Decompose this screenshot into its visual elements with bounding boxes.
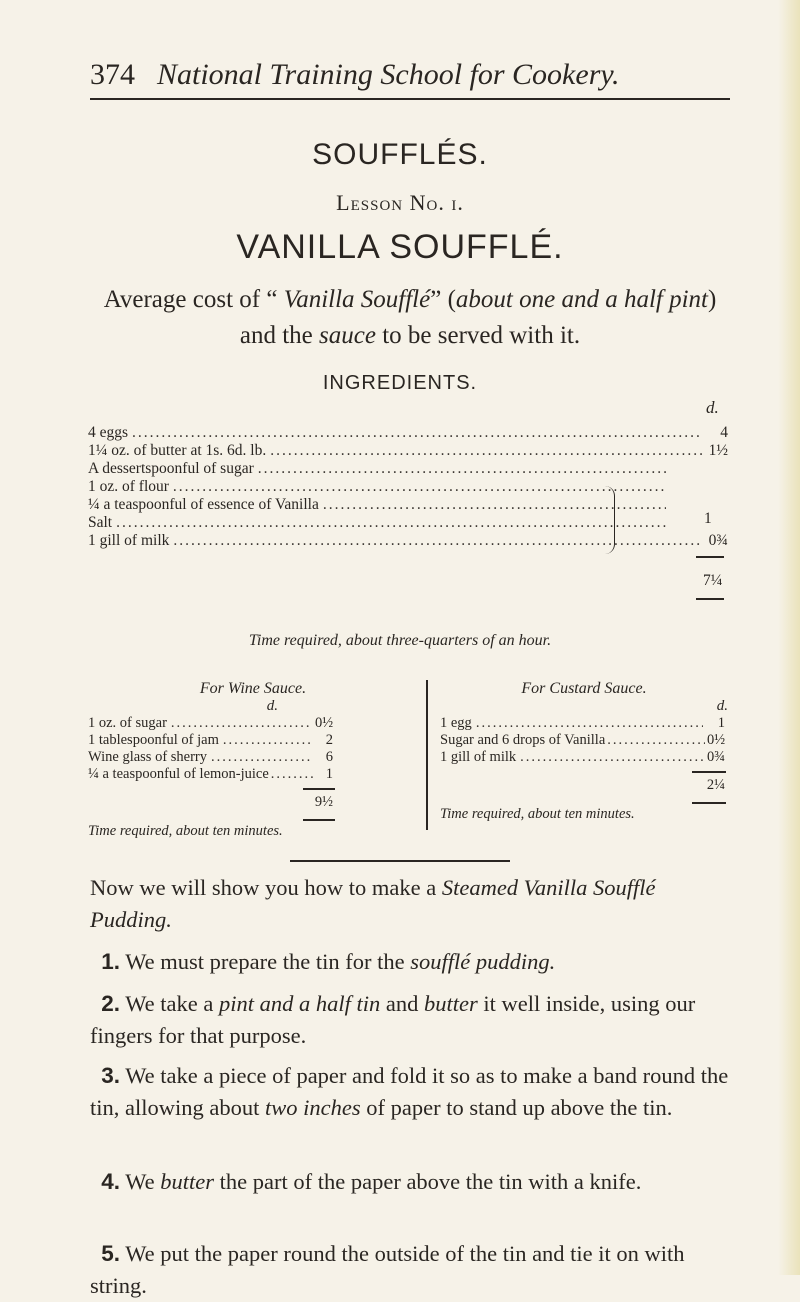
wine-sauce-heading: For Wine Sauce. [199,680,307,697]
custard-sauce-total-block [440,766,725,806]
step-1 [90,946,730,978]
step-text: We take a [125,991,219,1016]
custard-sauce-time: Time required, about ten minutes. [440,806,635,822]
body-intro [90,872,730,936]
custard-sauce-column [440,680,728,823]
ingredient-name: 1 gill of milk [88,532,170,549]
ingredient-row [88,478,728,496]
leader-dots [223,732,311,749]
intro-italic-sauce: sauce [319,322,376,349]
ingredient-row [440,749,725,766]
step-italic: two inches [264,1095,361,1120]
total-rule [692,771,726,773]
column-divider [426,680,428,830]
step-text: We must prepare the tin for the [125,949,411,974]
ingredient-price: 1 [717,715,725,731]
step-number: 3. [101,1063,121,1088]
ingredient-row [88,496,728,514]
step-text: We [125,1169,161,1194]
ingredient-name: 1 gill of milk [440,749,517,765]
total-rule [303,819,335,821]
time-required: Time required, about three-quarters of an hour. [248,632,552,649]
pence-column-header: d. [716,698,728,714]
leader-dots [173,478,666,496]
leader-dots [211,749,311,766]
step-italic: soufflé pudding. [410,949,556,974]
ingredient-price: 4 [720,424,728,441]
intro-italic-quantity: about one and a half pint [455,286,708,313]
grouped-price: 1 [704,510,712,527]
ingredient-price: 1 [325,766,333,782]
intro-text: ” ( [430,286,456,313]
ingredient-price: 1½ [708,442,728,459]
wine-sauce-list [88,715,333,783]
wine-sauce-column [88,680,418,840]
intro-text: Average cost of “ [103,286,284,313]
grouping-brace [604,486,615,554]
intro-italic-recipe: Vanilla Soufflé [283,286,431,313]
leader-dots [520,749,703,766]
step-number: 5. [101,1241,121,1266]
total-rule [696,598,724,600]
step-italic: pint and a half tin [219,991,381,1016]
leader-dots [270,442,702,460]
ingredient-price: 2 [325,732,333,748]
ingredient-row [88,749,333,766]
step-text: the part of the paper above the tin with a knife. [214,1169,642,1194]
ingredient-row [88,442,728,460]
pence-column-header: d. [266,698,278,714]
step-4 [90,1166,730,1198]
step-text: it well inside, using our fingers for that purpose. [90,991,696,1048]
body-italic: Steamed Vanilla Soufflé Pudding. [90,875,656,932]
section-divider [290,860,510,862]
ingredient-name: 1 tablespoonful of jam [88,732,219,748]
step-number: 4. [101,1169,121,1194]
ingredient-name: 1 egg [440,715,472,731]
ingredient-price: 6 [325,749,333,765]
ingredient-name: ¼ a teaspoonful of lemon-juice [88,766,269,782]
step-5 [90,1238,730,1302]
ingredient-row [88,424,728,442]
leader-dots [173,532,702,550]
cost-intro [90,282,730,354]
ingredient-price: 0½ [315,715,334,731]
custard-sauce-total: 2¼ [706,777,725,793]
custard-sauce-list [440,715,725,766]
ingredient-row [440,715,725,732]
ingredient-name: 1 oz. of flour [88,478,169,495]
custard-sauce-heading: For Custard Sauce. [521,680,647,697]
step-text: We put the paper round the outside of the tin and tie it on with string. [90,1241,685,1298]
wine-sauce-total: 9½ [314,794,333,810]
leader-dots [476,715,703,732]
lesson-number: Lesson No. i. [336,190,464,215]
ingredients-heading: INGREDIENTS. [322,372,478,394]
leader-dots [258,460,666,478]
ingredients-list [88,424,728,550]
step-number: 2. [101,991,121,1016]
ingredient-row [88,766,333,783]
recipe-title: VANILLA SOUFFLÉ. [236,228,564,266]
ingredient-name: ¼ a teaspoonful of essence of Vanilla [88,496,319,513]
intro-text: ) and the [239,286,717,349]
step-2 [90,988,730,1052]
intro-text: to be served with it. [375,322,581,349]
step-number: 1. [101,949,121,974]
ingredient-price: 0½ [707,732,726,748]
ingredient-name: Sugar and 6 drops of Vanilla [440,732,606,748]
step-text: and [380,991,425,1016]
total-rule [303,788,335,790]
ingredient-name: 1¼ oz. of butter at 1s. 6d. lb. [88,442,267,459]
ingredient-price: 0¾ [707,749,726,765]
ingredients-total: 7¼ [703,572,723,589]
ingredient-row [88,532,728,550]
ingredient-row [88,732,333,749]
ingredient-row [440,732,725,749]
leader-dots [132,424,702,442]
running-title: National Training School for Cookery. [157,58,620,91]
body-text: Now we will show you how to make a [90,875,442,900]
wine-sauce-total-block [88,783,333,823]
step-text: We take a piece of paper and fold it so as to make a band round the tin, allowing about [90,1063,729,1120]
leader-dots [171,715,311,732]
ingredient-name: Wine glass of sherry [88,749,208,765]
ingredient-name: 1 oz. of sugar [88,715,167,731]
step-italic: butter [424,991,478,1016]
total-rule [692,802,726,804]
leader-dots [271,766,313,783]
wine-sauce-time: Time required, about ten minutes. [88,823,283,839]
sauces-table [88,680,728,839]
running-head [90,58,730,100]
ingredient-name: A dessertspoonful of sugar [88,460,254,477]
total-rule [696,556,724,558]
ingredient-name: 4 eggs [88,424,129,441]
step-text: of paper to stand up above the tin. [360,1095,673,1120]
section-title: SOUFFLÉS. [312,138,488,171]
ingredient-row [88,514,728,532]
leader-dots [116,514,666,532]
pence-column-header: d. [706,398,719,417]
page-edge-shading [778,0,800,1275]
ingredient-name: Salt [88,514,113,531]
ingredient-row [88,715,333,732]
ingredient-row [88,460,728,478]
step-italic: butter [160,1169,215,1194]
step-3 [90,1060,730,1124]
leader-dots [607,732,705,749]
page-number: 374 [90,58,135,91]
ingredient-price: 0¾ [708,532,728,549]
